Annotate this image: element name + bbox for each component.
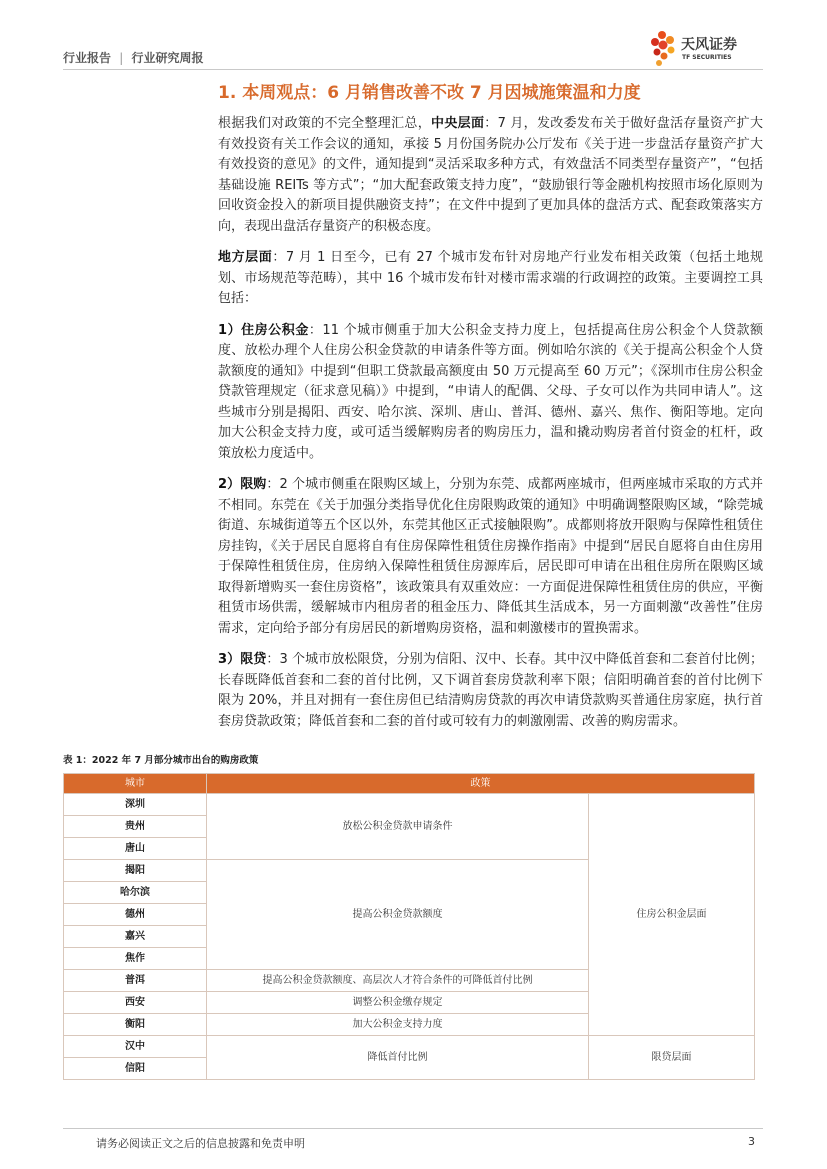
city-cell: 哈尔滨 — [64, 882, 207, 904]
city-cell: 贵州 — [64, 816, 207, 838]
report-series: 行业研究周报 — [131, 51, 204, 65]
body-text — [218, 114, 763, 743]
policy-table — [63, 773, 755, 1080]
label-local: 地方层面 — [218, 250, 273, 265]
policy-cell: 提高公积金贷款额度 — [207, 860, 589, 970]
city-cell: 西安 — [64, 992, 207, 1014]
footer-rule — [63, 1128, 763, 1129]
table-row — [64, 794, 755, 816]
table-caption: 表 1：2022 年 7 月部分城市出台的购房政策 — [63, 755, 259, 766]
paragraph-local: 地方层面：7 月 1 日至今，已有 27 个城市发布针对房地产行业发布相关政策（包括土地规划、市场规范等范畴），其中 16 个城市发布针对楼市需求端的行政调控的政策。主要调控工具包括： — [218, 250, 763, 306]
city-cell: 揭阳 — [64, 860, 207, 882]
city-cell: 焦作 — [64, 948, 207, 970]
city-cell: 普洱 — [64, 970, 207, 992]
report-type: 行业报告 — [63, 51, 112, 65]
label-fund: 1）住房公积金 — [218, 322, 309, 338]
logo-text-en: TF SECURITIES — [682, 54, 732, 61]
policy-cell: 提高公积金贷款额度、高层次人才符合条件的可降低首付比例 — [207, 970, 589, 992]
section-title: 1. 本周观点：6 月销售改善不改 7 月因城施策温和力度 — [218, 83, 641, 103]
tf-securities-logo — [650, 30, 765, 70]
policy-cell: 调整公积金缴存规定 — [207, 992, 589, 1014]
policy-cell: 放松公积金贷款申请条件 — [207, 794, 589, 860]
paragraph-loan: 3）限贷：3 个城市放松限贷，分别为信阳、汉中、长春。其中汉中降低首套和二套首付比例；长春既降低首套和二套的首付比例，又下调首套房贷款利率下限；信阳明确首套的首付比例下限为 20%，并且对拥有一套住房但已结清购房贷款的再次申请贷款购买普通住房家庭，执行首套房贷款政策；降低首套和二套的首付或可较有力的刺激刚需、改善的购房需求。 — [218, 652, 764, 729]
header-rule — [63, 69, 763, 70]
paragraph-purchase: 2）限购：2 个城市侧重在限购区域上，分别为东莞、成都两座城市，但两座城市采取的方式并不相同。东莞在《关于加强分类指导优化住房限购政策的通知》中明确调整限购区域，“除莞城街道、东城街道等五个区以外，东莞其他区正式接触限购”。成都则将放开限购与保障性租赁住房挂钩，《关于居民自愿将自有住房保障性租赁住房操作指南》中提到“居民自愿将自由住房用于保障性租赁住房，住房纳入保障性租赁住房源库后，居民即可申请在出租住房所在限购区域取得新增购买一套住房资格”，该政策具有双重效应：一方面促进保障性租赁住房的供应，平衡租赁市场供需，缓解城市内租房者的租金压力、降低其生活成本，另一方面刺激“改善性”住房需求，定向给予部分有房居民的新增购房资格，温和刺激楼市的置换需求。 — [218, 477, 764, 636]
table-row — [64, 1036, 755, 1058]
label-loan: 3）限贷 — [218, 652, 267, 667]
city-cell: 德州 — [64, 904, 207, 926]
level-cell: 住房公积金层面 — [589, 794, 755, 1036]
label-purchase: 2）限购 — [218, 477, 267, 492]
label-central: 中央层面 — [431, 116, 485, 131]
paragraph-fund: 1）住房公积金：11 个城市侧重于加大公积金支持力度上，包括提高住房公积金个人贷款额度、放松办理个人住房公积金贷款的申请条件等方面。例如哈尔滨的《关于提高公积金个人贷款额度的通知》中提到“但职工贷款最高额度由 50 万元提高至 60 万元”；《深圳市住房公积金贷款管理规定（征求意见稿）》中提到，“申请人的配偶、父母、子女可以作为共同申请人”。这些城市分别是揭阳、西安、哈尔滨、深圳、唐山、普洱、德州、嘉兴、焦作、衡阳等地。定向加大公积金支持力度，或可适当缓解购房者的购房压力，温和撬动购房者首付资金的杠杆，政策放松力度适中。 — [218, 322, 763, 461]
report-header — [63, 49, 203, 66]
table-header-row — [64, 774, 755, 794]
footer-disclaimer: 请务必阅读正文之后的信息披露和免责申明 — [96, 1137, 305, 1150]
level-cell: 限贷层面 — [589, 1036, 755, 1080]
header-city: 城市 — [64, 774, 207, 794]
header-separator: | — [119, 51, 124, 65]
header-policy: 政策 — [207, 774, 755, 794]
city-cell: 衡阳 — [64, 1014, 207, 1036]
city-cell: 唐山 — [64, 838, 207, 860]
policy-cell: 降低首付比例 — [207, 1036, 589, 1080]
city-cell: 汉中 — [64, 1036, 207, 1058]
page-number: 3 — [748, 1135, 755, 1148]
city-cell: 嘉兴 — [64, 926, 207, 948]
policy-cell: 加大公积金支持力度 — [207, 1014, 589, 1036]
flower-logo-icon — [650, 30, 678, 70]
paragraph-central: 根据我们对政策的不完全整理汇总，中央层面：7 月，发改委发布关于做好盘活存量资产扩大有效投资有关工作会议的通知，承接 5 月份国务院办公厅发布《关于进一步盘活存量资产扩大有效投资的意见》的文件，通知提到“灵活采取多种方式，有效盘活不同类型存量资产”，“包括基础设施 REITs 等方式”；“加大配套政策支持力度”，“鼓励银行等金融机构按照市场化原则为回收资金投入的新项目提供融资支持”；在文件中提到了更加具体的盘活方式、配套政策落实方向，表现出盘活存量资产的积极态度。 — [218, 116, 763, 234]
city-cell: 深圳 — [64, 794, 207, 816]
logo-text-cn: 天风证券 — [681, 37, 737, 53]
city-cell: 信阳 — [64, 1058, 207, 1080]
